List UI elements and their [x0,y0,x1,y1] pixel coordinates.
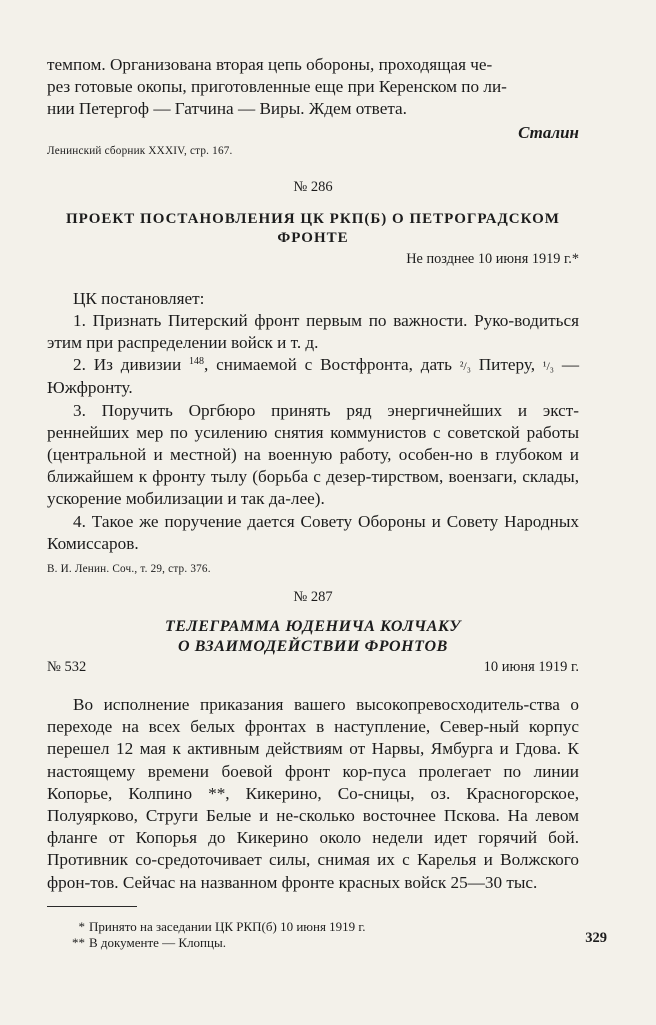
telegram-body: Во исполнение приказания вашего высокопревосходитель-ства о переходе на всех белых фронтах в наступление, Север-ный корпус перешел 12 мая к активным действиям от Нарвы, Ямбурга и Гдова. К настоящему времени боевой фронт кор-пуса пролегает по линии Копорье, Колпино **, Кикерино, Со-сницы, оз. Красногорское, Полуярково, Струги Белые и не-сколько восточнее Пскова. На левом фланге от Копорья до Кикерино около недели идет горячий бой. Противник со-средоточивает силы, снимая их с Карелья и Волжского фрон-тов. Сейчас на названном фронте красных войск 25—30 тыс. [47,695,579,892]
continued-text [47,54,579,121]
book-page [47,54,579,952]
source-citation: Ленинский сборник XXXIV, стр. 167. [47,144,233,157]
document-number: № 287 [293,589,333,606]
continued-line-1: темпом. Организована вторая цепь обороны, проходящая че- [47,55,493,74]
document-number: № 286 [293,178,333,195]
resolution-item-2 [47,354,579,399]
document-title-line-2: ФРОНТЕ [277,229,349,246]
footnote-divider [47,906,137,907]
footnote-text: Принято на заседании ЦК РКП(б) 10 июня 1919 г. [89,918,366,934]
page-number: 329 [585,930,607,946]
item-2-text-b: , снимаемой с Востфронта, дать [204,355,460,375]
document-title-line-1: ПРОЕКТ ПОСТАНОВЛЕНИЯ ЦК РКП(Б) О ПЕТРОГРАДСКОМ [66,210,560,227]
document-date: Не позднее 10 июня 1919 г.* [406,250,579,267]
resolution-item-3: 3. Поручить Оргбюро принять ряд энергичнейших и экст-реннейших мер по усилению снятия коммунистов с советской работы (центральной и местной) на военную работу, особен-но в глубоком и ближайшем к фронту тылу (борьба с дезер-тирством, воензаги, склады, ускорение мобилизации и так да-лее). [47,400,579,509]
telegram-number: № 532 [47,659,87,676]
document-title-line-2: О ВЗАИМОДЕЙСТВИИ ФРОНТОВ [178,638,448,656]
continued-line-2: рез готовые окопы, приготовленные еще при Керенском по ли- [47,77,507,97]
telegram-meta [47,659,579,676]
footnote-ref-148: 148 [189,356,204,368]
footnote-text: В документе — Клопцы. [89,935,226,951]
telegram-date: 10 июня 1919 г. [483,659,579,676]
resolution-intro: ЦК постановляет: [73,288,205,308]
source-citation: В. И. Ленин. Соч., т. 29, стр. 376. [47,563,211,576]
footnote [47,935,579,952]
footnotes [47,919,579,952]
fraction-two-thirds: ²/₃ [459,359,471,374]
signature: Сталин [518,122,579,142]
footnote-mark: ** [72,935,85,951]
resolution-item-4: 4. Такое же поручение дается Совету Обороны и Совету Народных Комиссаров. [47,511,579,553]
item-2-text-a: 2. Из дивизии [73,355,189,375]
footnote [47,919,579,936]
fraction-one-third: ¹/₃ [542,359,554,374]
item-2-text-d: — Южфронту. [47,355,580,398]
footnote-mark: * [78,918,85,934]
resolution-item-1: 1. Признать Питерский фронт первым по важности. Руко-водиться этим при распределении войск и т. д. [47,310,579,353]
document-title [47,210,579,248]
item-2-text-c: Питеру, [470,355,543,375]
document-title-line-1: ТЕЛЕГРАММА ЮДЕНИЧА КОЛЧАКУ [165,618,461,636]
document-title [47,617,579,657]
continued-line-3: нии Петергоф — Гатчина — Виры. Ждем ответа. [47,99,407,119]
